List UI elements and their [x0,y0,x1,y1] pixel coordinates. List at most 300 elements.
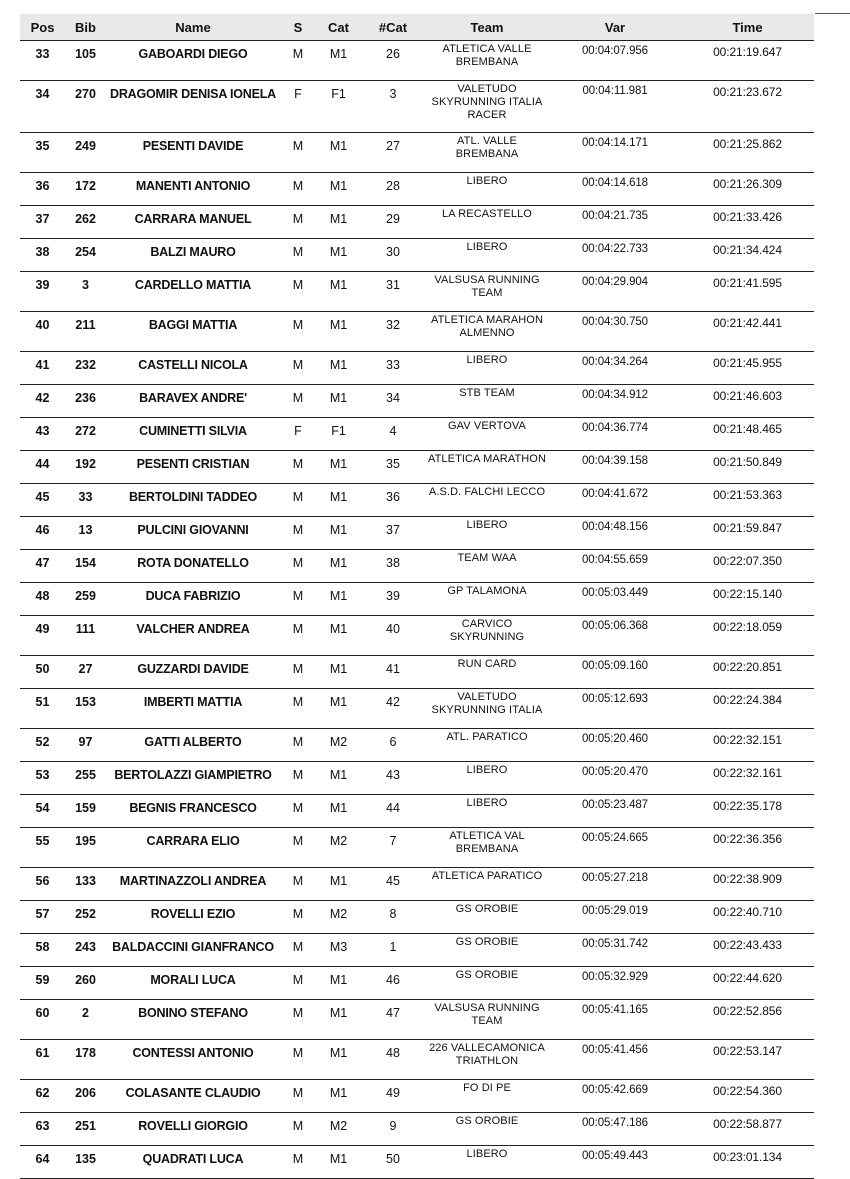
table-row [20,1146,814,1179]
table-row [20,901,814,934]
sex-cell: M [280,868,316,901]
team-cell: GS OROBIE [425,934,549,967]
team-cell: ATLETICA VALLE BREMBANA [425,41,549,81]
bib-cell: 159 [65,795,106,828]
var-cell: 00:04:36.774 [549,418,681,451]
time-cell: 00:22:35.178 [681,795,814,828]
sex-cell: M [280,352,316,385]
sex-cell: M [280,828,316,868]
table-row [20,484,814,517]
cat-cell: F1 [316,418,361,451]
bib-cell: 2 [65,1000,106,1040]
cat-rank-cell: 3 [361,81,425,133]
bib-cell: 243 [65,934,106,967]
name-cell: BERTOLAZZI GIAMPIETRO [106,762,280,795]
cat-rank-cell: 30 [361,239,425,272]
team-cell: RUN CARD [425,656,549,689]
sex-cell: M [280,934,316,967]
sex-cell: M [280,1080,316,1113]
team-cell: TEAM WAA [425,550,549,583]
name-cell: PESENTI CRISTIAN [106,451,280,484]
var-cell: 00:05:20.460 [549,729,681,762]
var-cell: 00:05:41.456 [549,1040,681,1080]
name-cell: VALCHER ANDREA [106,616,280,656]
col-header-sex[interactable]: S [280,14,316,41]
time-cell: 00:22:43.433 [681,934,814,967]
table-row [20,762,814,795]
table-row [20,239,814,272]
cat-cell: M1 [316,173,361,206]
team-cell: LIBERO [425,239,549,272]
team-cell: LIBERO [425,795,549,828]
sex-cell: M [280,1113,316,1146]
table-row [20,934,814,967]
team-cell: ATL. PARATICO [425,729,549,762]
bib-cell: 259 [65,583,106,616]
col-header-cat-rank[interactable]: #Cat [361,14,425,41]
name-cell: BALDACCINI GIANFRANCO [106,934,280,967]
time-cell: 00:21:48.465 [681,418,814,451]
pos-cell: 45 [20,484,65,517]
time-cell: 00:21:25.862 [681,133,814,173]
var-cell: 00:04:34.264 [549,352,681,385]
name-cell: CARDELLO MATTIA [106,272,280,312]
team-cell: A.S.D. FALCHI LECCO [425,484,549,517]
name-cell: BAGGI MATTIA [106,312,280,352]
cat-rank-cell: 35 [361,451,425,484]
var-cell: 00:05:49.443 [549,1146,681,1179]
time-cell: 00:21:33.426 [681,206,814,239]
team-cell: VALETUDO SKYRUNNING ITALIA [425,689,549,729]
cat-rank-cell: 45 [361,868,425,901]
pos-cell: 58 [20,934,65,967]
sex-cell: M [280,133,316,173]
cat-rank-cell: 1 [361,934,425,967]
cat-rank-cell: 6 [361,729,425,762]
cat-cell: M1 [316,41,361,81]
pos-cell: 33 [20,41,65,81]
team-cell: GAV VERTOVA [425,418,549,451]
time-cell: 00:22:40.710 [681,901,814,934]
team-cell: ATL. VALLE BREMBANA [425,133,549,173]
bib-cell: 153 [65,689,106,729]
sex-cell: M [280,967,316,1000]
time-cell: 00:21:46.603 [681,385,814,418]
cat-cell: M1 [316,1080,361,1113]
cat-cell: M1 [316,517,361,550]
name-cell: BEGNIS FRANCESCO [106,795,280,828]
var-cell: 00:05:41.165 [549,1000,681,1040]
table-row [20,517,814,550]
table-row [20,616,814,656]
pos-cell: 52 [20,729,65,762]
sex-cell: M [280,762,316,795]
name-cell: ROVELLI EZIO [106,901,280,934]
sex-cell: M [280,656,316,689]
header-rule [815,13,850,14]
time-cell: 00:21:50.849 [681,451,814,484]
team-cell: ATLETICA VAL BREMBANA [425,828,549,868]
pos-cell: 50 [20,656,65,689]
cat-cell: M2 [316,729,361,762]
bib-cell: 254 [65,239,106,272]
pos-cell: 53 [20,762,65,795]
pos-cell: 35 [20,133,65,173]
cat-cell: M1 [316,795,361,828]
cat-cell: M2 [316,1113,361,1146]
sex-cell: M [280,41,316,81]
sex-cell: M [280,385,316,418]
var-cell: 00:04:07.956 [549,41,681,81]
bib-cell: 252 [65,901,106,934]
time-cell: 00:21:26.309 [681,173,814,206]
bib-cell: 27 [65,656,106,689]
cat-cell: M2 [316,901,361,934]
team-cell: GP TALAMONA [425,583,549,616]
time-cell: 00:22:53.147 [681,1040,814,1080]
time-cell: 00:23:01.134 [681,1146,814,1179]
sex-cell: M [280,1146,316,1179]
name-cell: IMBERTI MATTIA [106,689,280,729]
col-header-bib[interactable]: Bib [65,14,106,41]
team-cell: STB TEAM [425,385,549,418]
sex-cell: M [280,484,316,517]
time-cell: 00:22:32.161 [681,762,814,795]
time-cell: 00:22:44.620 [681,967,814,1000]
name-cell: GATTI ALBERTO [106,729,280,762]
time-cell: 00:21:41.595 [681,272,814,312]
sex-cell: M [280,550,316,583]
team-cell: VALETUDO SKYRUNNING ITALIA RACER [425,81,549,133]
pos-cell: 60 [20,1000,65,1040]
pos-cell: 36 [20,173,65,206]
cat-rank-cell: 28 [361,173,425,206]
cat-rank-cell: 4 [361,418,425,451]
bib-cell: 154 [65,550,106,583]
pos-cell: 42 [20,385,65,418]
var-cell: 00:05:09.160 [549,656,681,689]
cat-rank-cell: 44 [361,795,425,828]
cat-cell: M1 [316,868,361,901]
pos-cell: 41 [20,352,65,385]
team-cell: LIBERO [425,517,549,550]
pos-cell: 59 [20,967,65,1000]
pos-cell: 54 [20,795,65,828]
pos-cell: 51 [20,689,65,729]
pos-cell: 49 [20,616,65,656]
time-cell: 00:22:24.384 [681,689,814,729]
col-header-team[interactable]: Team [425,14,549,41]
cat-cell: M1 [316,206,361,239]
name-cell: ROTA DONATELLO [106,550,280,583]
bib-cell: 195 [65,828,106,868]
time-cell: 00:21:23.672 [681,81,814,133]
cat-cell: M1 [316,385,361,418]
col-header-time[interactable]: Time [681,14,814,41]
cat-rank-cell: 47 [361,1000,425,1040]
table-row [20,206,814,239]
cat-cell: M1 [316,583,361,616]
sex-cell: F [280,81,316,133]
bib-cell: 272 [65,418,106,451]
cat-cell: M1 [316,967,361,1000]
header-row [20,14,814,41]
cat-rank-cell: 8 [361,901,425,934]
var-cell: 00:04:29.904 [549,272,681,312]
table-row [20,967,814,1000]
var-cell: 00:05:23.487 [549,795,681,828]
table-row [20,451,814,484]
bib-cell: 192 [65,451,106,484]
sex-cell: F [280,418,316,451]
pos-cell: 47 [20,550,65,583]
team-cell: ATLETICA PARATICO [425,868,549,901]
table-row [20,550,814,583]
cat-rank-cell: 34 [361,385,425,418]
bib-cell: 13 [65,517,106,550]
time-cell: 00:21:19.647 [681,41,814,81]
sex-cell: M [280,312,316,352]
cat-rank-cell: 36 [361,484,425,517]
results-table [20,14,814,1179]
table-row [20,272,814,312]
team-cell: LIBERO [425,173,549,206]
team-cell: FO DI PE [425,1080,549,1113]
team-cell: LA RECASTELLO [425,206,549,239]
sex-cell: M [280,689,316,729]
cat-cell: M1 [316,352,361,385]
name-cell: GABOARDI DIEGO [106,41,280,81]
var-cell: 00:05:03.449 [549,583,681,616]
name-cell: BERTOLDINI TADDEO [106,484,280,517]
sex-cell: M [280,583,316,616]
cat-cell: M1 [316,689,361,729]
table-row [20,385,814,418]
table-row [20,1000,814,1040]
var-cell: 00:05:24.665 [549,828,681,868]
sex-cell: M [280,451,316,484]
cat-rank-cell: 39 [361,583,425,616]
sex-cell: M [280,795,316,828]
cat-rank-cell: 29 [361,206,425,239]
table-row [20,729,814,762]
table-row [20,173,814,206]
team-cell: LIBERO [425,352,549,385]
time-cell: 00:21:42.441 [681,312,814,352]
pos-cell: 64 [20,1146,65,1179]
cat-rank-cell: 26 [361,41,425,81]
table-row [20,312,814,352]
cat-rank-cell: 37 [361,517,425,550]
team-cell: LIBERO [425,1146,549,1179]
var-cell: 00:05:06.368 [549,616,681,656]
bib-cell: 270 [65,81,106,133]
table-row [20,133,814,173]
name-cell: PULCINI GIOVANNI [106,517,280,550]
col-header-pos[interactable]: Pos [20,14,65,41]
col-header-var[interactable]: Var [549,14,681,41]
name-cell: MORALI LUCA [106,967,280,1000]
pos-cell: 46 [20,517,65,550]
pos-cell: 63 [20,1113,65,1146]
bib-cell: 236 [65,385,106,418]
time-cell: 00:22:38.909 [681,868,814,901]
cat-rank-cell: 41 [361,656,425,689]
time-cell: 00:21:53.363 [681,484,814,517]
pos-cell: 37 [20,206,65,239]
bib-cell: 260 [65,967,106,1000]
team-cell: ATLETICA MARAHON ALMENNO [425,312,549,352]
table-row [20,81,814,133]
pos-cell: 34 [20,81,65,133]
sex-cell: M [280,206,316,239]
time-cell: 00:22:32.151 [681,729,814,762]
sex-cell: M [280,616,316,656]
team-cell: GS OROBIE [425,901,549,934]
name-cell: CARRARA ELIO [106,828,280,868]
name-cell: COLASANTE CLAUDIO [106,1080,280,1113]
cat-cell: M1 [316,616,361,656]
pos-cell: 55 [20,828,65,868]
name-cell: MARTINAZZOLI ANDREA [106,868,280,901]
sex-cell: M [280,729,316,762]
team-cell: GS OROBIE [425,1113,549,1146]
time-cell: 00:22:18.059 [681,616,814,656]
time-cell: 00:22:54.360 [681,1080,814,1113]
bib-cell: 232 [65,352,106,385]
bib-cell: 262 [65,206,106,239]
name-cell: PESENTI DAVIDE [106,133,280,173]
sex-cell: M [280,517,316,550]
name-cell: BONINO STEFANO [106,1000,280,1040]
bib-cell: 135 [65,1146,106,1179]
time-cell: 00:21:59.847 [681,517,814,550]
time-cell: 00:22:52.856 [681,1000,814,1040]
table-row [20,583,814,616]
cat-cell: M1 [316,1040,361,1080]
time-cell: 00:22:07.350 [681,550,814,583]
col-header-name[interactable]: Name [106,14,280,41]
var-cell: 00:04:14.618 [549,173,681,206]
var-cell: 00:05:12.693 [549,689,681,729]
var-cell: 00:04:30.750 [549,312,681,352]
table-row [20,418,814,451]
bib-cell: 251 [65,1113,106,1146]
var-cell: 00:04:22.733 [549,239,681,272]
var-cell: 00:04:55.659 [549,550,681,583]
pos-cell: 44 [20,451,65,484]
pos-cell: 61 [20,1040,65,1080]
bib-cell: 211 [65,312,106,352]
pos-cell: 56 [20,868,65,901]
cat-cell: M1 [316,656,361,689]
table-row [20,41,814,81]
bib-cell: 33 [65,484,106,517]
name-cell: ROVELLI GIORGIO [106,1113,280,1146]
var-cell: 00:04:39.158 [549,451,681,484]
table-row [20,1040,814,1080]
cat-rank-cell: 33 [361,352,425,385]
bib-cell: 249 [65,133,106,173]
cat-rank-cell: 7 [361,828,425,868]
time-cell: 00:21:45.955 [681,352,814,385]
cat-cell: M3 [316,934,361,967]
var-cell: 00:05:27.218 [549,868,681,901]
name-cell: GUZZARDI DAVIDE [106,656,280,689]
var-cell: 00:05:42.669 [549,1080,681,1113]
sex-cell: M [280,272,316,312]
cat-cell: M1 [316,762,361,795]
cat-rank-cell: 46 [361,967,425,1000]
team-cell: GS OROBIE [425,967,549,1000]
name-cell: CUMINETTI SILVIA [106,418,280,451]
sex-cell: M [280,239,316,272]
var-cell: 00:04:11.981 [549,81,681,133]
sex-cell: M [280,901,316,934]
table-row [20,1113,814,1146]
pos-cell: 39 [20,272,65,312]
cat-cell: M1 [316,272,361,312]
col-header-cat[interactable]: Cat [316,14,361,41]
pos-cell: 62 [20,1080,65,1113]
table-row [20,795,814,828]
team-cell: VALSUSA RUNNING TEAM [425,272,549,312]
var-cell: 00:04:34.912 [549,385,681,418]
name-cell: CARRARA MANUEL [106,206,280,239]
time-cell: 00:22:20.851 [681,656,814,689]
time-cell: 00:22:15.140 [681,583,814,616]
bib-cell: 172 [65,173,106,206]
bib-cell: 206 [65,1080,106,1113]
name-cell: CASTELLI NICOLA [106,352,280,385]
bib-cell: 97 [65,729,106,762]
cat-cell: M1 [316,451,361,484]
bib-cell: 111 [65,616,106,656]
cat-cell: F1 [316,81,361,133]
table-row [20,828,814,868]
cat-rank-cell: 38 [361,550,425,583]
bib-cell: 105 [65,41,106,81]
cat-rank-cell: 32 [361,312,425,352]
cat-rank-cell: 42 [361,689,425,729]
cat-cell: M1 [316,239,361,272]
team-cell: CARVICO SKYRUNNING [425,616,549,656]
cat-rank-cell: 31 [361,272,425,312]
cat-cell: M1 [316,1146,361,1179]
name-cell: MANENTI ANTONIO [106,173,280,206]
cat-rank-cell: 50 [361,1146,425,1179]
pos-cell: 48 [20,583,65,616]
team-cell: LIBERO [425,762,549,795]
bib-cell: 3 [65,272,106,312]
pos-cell: 43 [20,418,65,451]
cat-rank-cell: 40 [361,616,425,656]
cat-cell: M1 [316,133,361,173]
team-cell: 226 VALLECAMONICA TRIATHLON [425,1040,549,1080]
cat-rank-cell: 9 [361,1113,425,1146]
table-row [20,689,814,729]
time-cell: 00:21:34.424 [681,239,814,272]
cat-rank-cell: 48 [361,1040,425,1080]
time-cell: 00:22:36.356 [681,828,814,868]
var-cell: 00:04:41.672 [549,484,681,517]
sex-cell: M [280,1000,316,1040]
var-cell: 00:05:31.742 [549,934,681,967]
team-cell: VALSUSA RUNNING TEAM [425,1000,549,1040]
name-cell: CONTESSI ANTONIO [106,1040,280,1080]
sex-cell: M [280,173,316,206]
cat-cell: M1 [316,312,361,352]
